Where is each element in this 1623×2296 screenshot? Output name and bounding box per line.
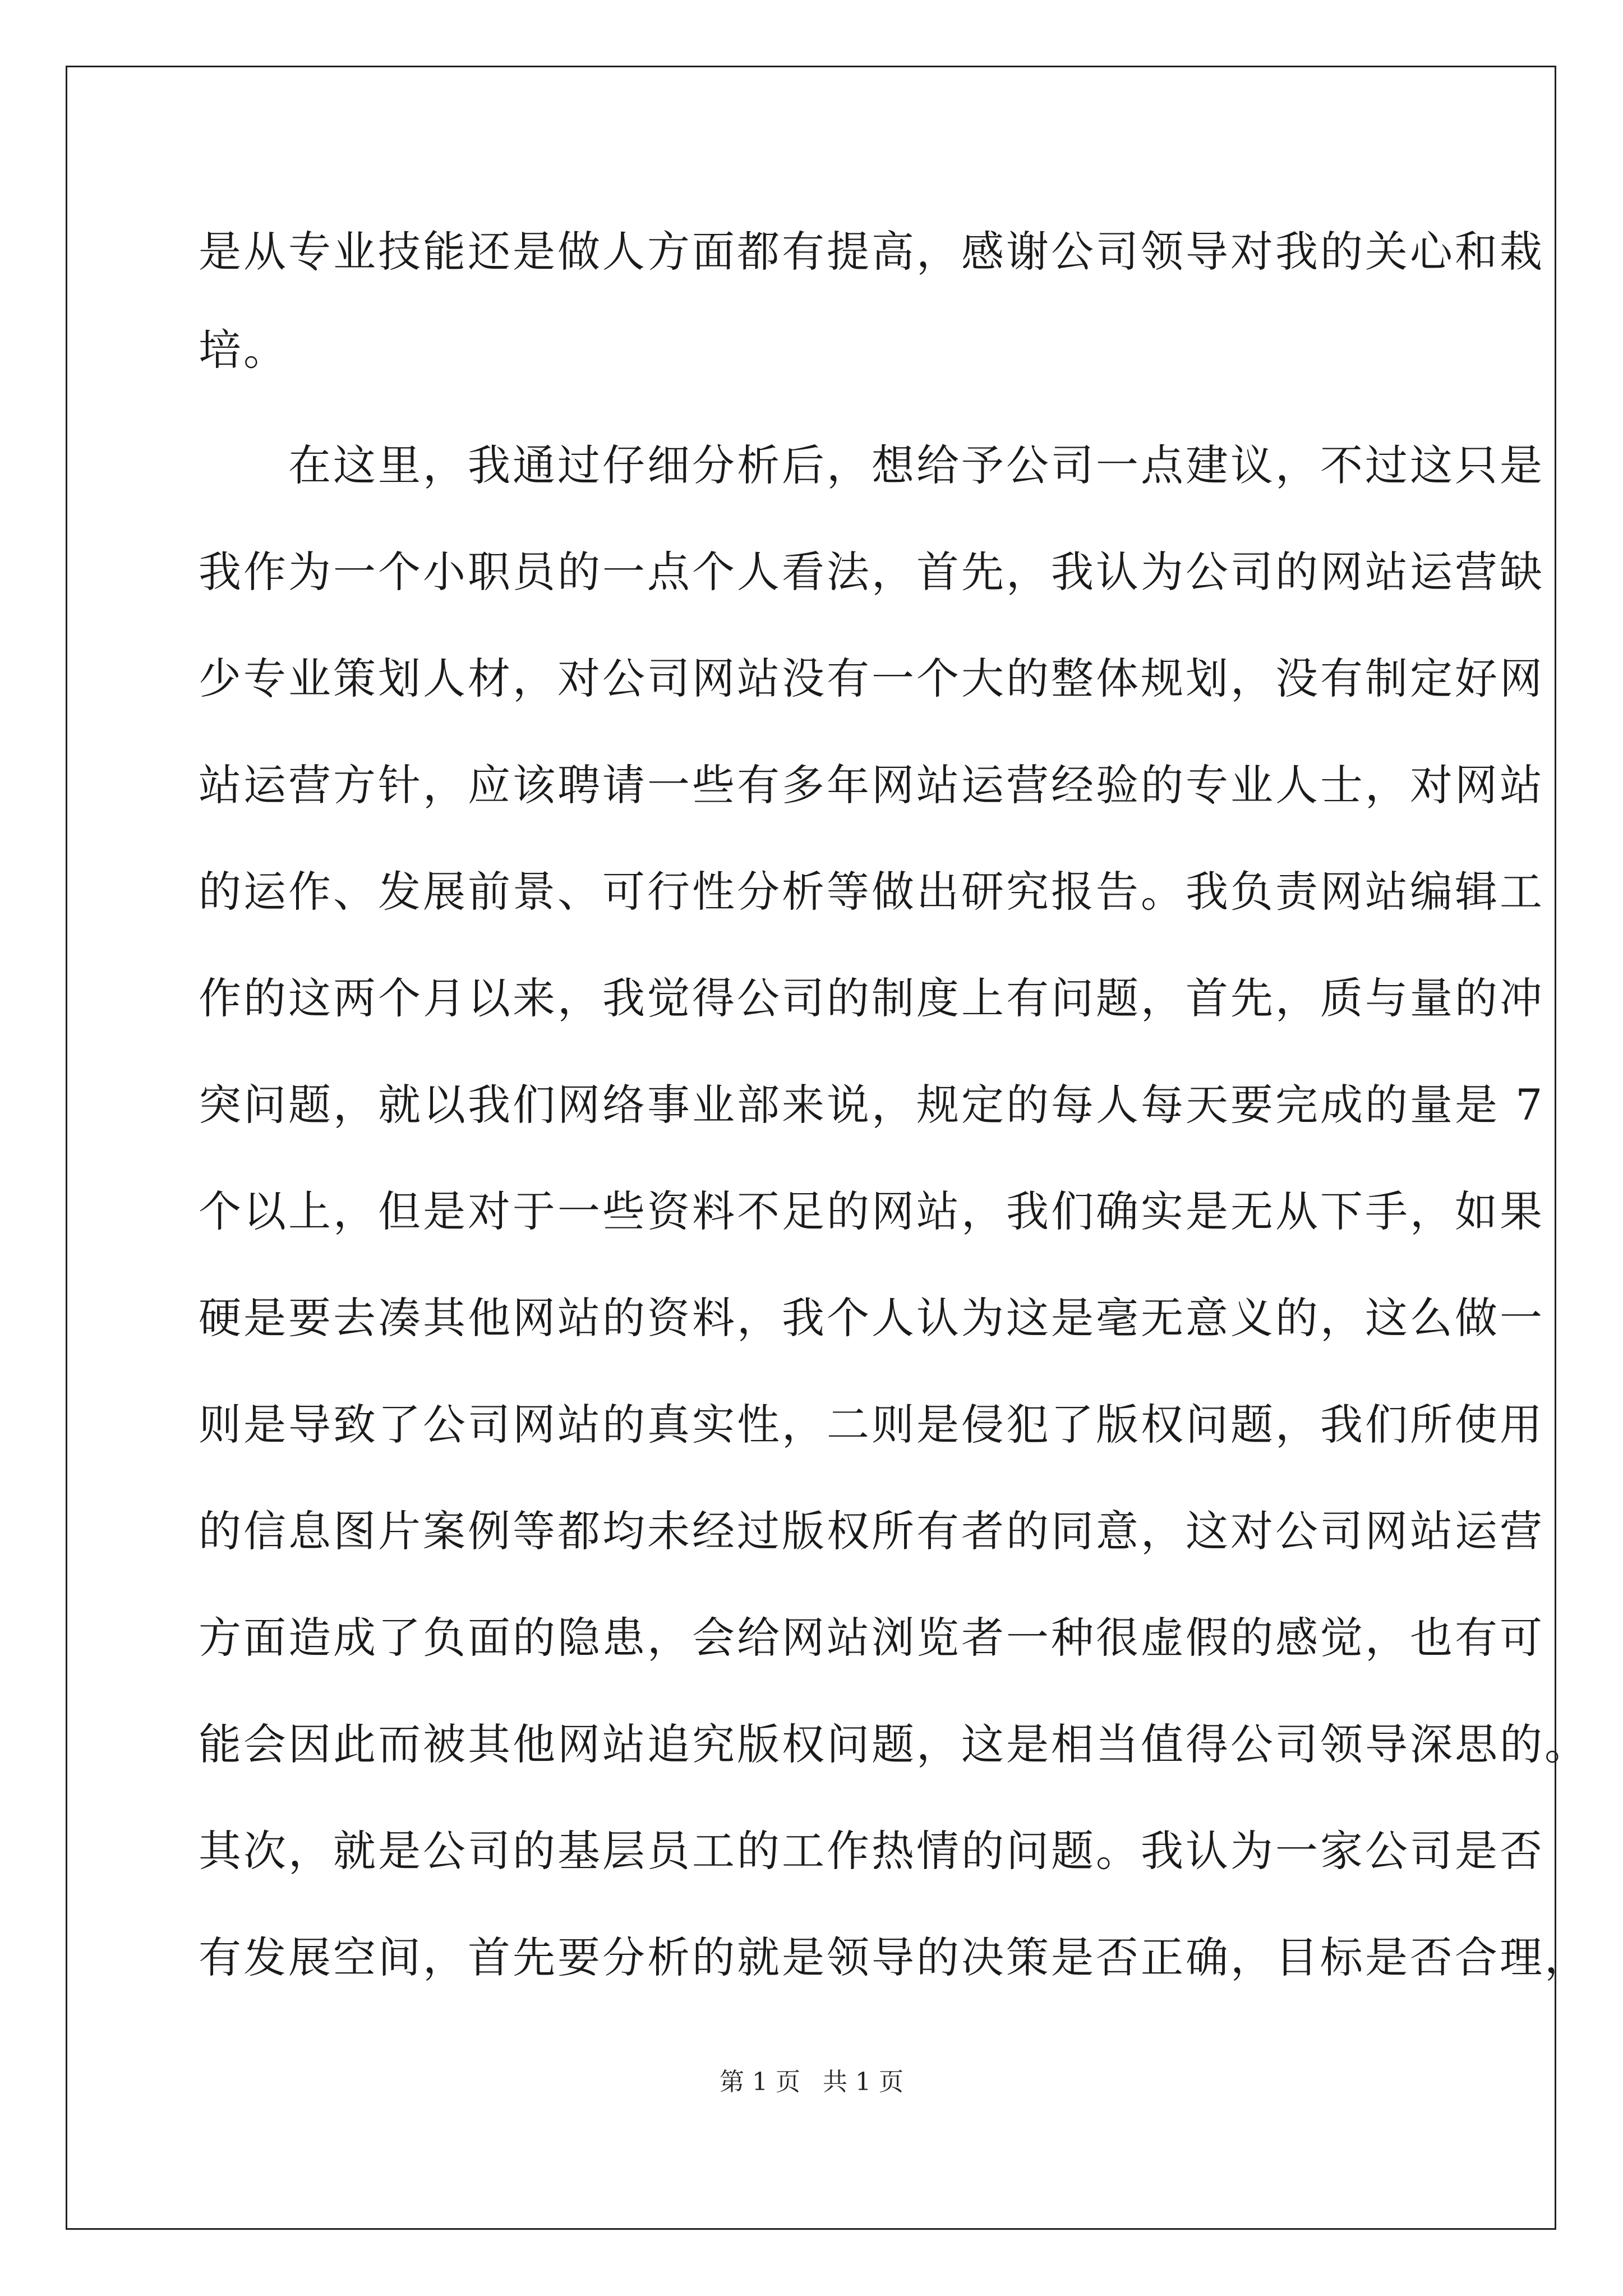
- text-line: 少专业策划人材，对公司网站没有一个大的整体规划，没有制定好网: [199, 654, 1544, 703]
- text-line: 培。: [199, 325, 288, 375]
- text-line: 突问题，就以我们网络事业部来说，规定的每人每天要完成的量是 7: [199, 1080, 1545, 1130]
- page-footer: [0, 2065, 1623, 2099]
- text-line: 我作为一个小职员的一点个人看法，首先，我认为公司的网站运营缺: [199, 547, 1544, 597]
- text-line: 个以上，但是对于一些资料不足的网站，我们确实是无从下手，如果: [199, 1186, 1544, 1236]
- text-line: 作的这两个月以来，我觉得公司的制度上有问题，首先，质与量的冲: [199, 973, 1544, 1023]
- text-line: 有发展空间，首先要分析的就是领导的决策是否正确，目标是否合理，: [199, 1932, 1589, 1982]
- page-total: 共 1 页: [823, 2068, 903, 2096]
- text-line: 站运营方针，应该聘请一些有多年网站运营经验的专业人士，对网站: [199, 760, 1544, 810]
- text-line: 硬是要去凑其他网站的资料，我个人认为这是毫无意义的，这么做一: [199, 1293, 1544, 1343]
- text-line: 的信息图片案例等都均未经过版权所有者的同意，这对公司网站运营: [199, 1506, 1544, 1556]
- page-number: 第 1 页: [720, 2068, 800, 2096]
- text-line: 能会因此而被其他网站追究版权问题，这是相当值得公司领导深思的。: [199, 1719, 1589, 1769]
- text-line: 方面造成了负面的隐患，会给网站浏览者一种很虚假的感觉，也有可: [199, 1613, 1544, 1663]
- text-line: 其次，就是公司的基层员工的工作热情的问题。我认为一家公司是否: [199, 1826, 1544, 1876]
- text-line: 的运作、发展前景、可行性分析等做出研究报告。我负责网站编辑工: [199, 867, 1544, 917]
- text-line: 是从专业技能还是做人方面都有提高，感谢公司领导对我的关心和栽: [199, 227, 1544, 277]
- text-line: 在这里，我通过仔细分析后，想给予公司一点建议，不过这只是: [199, 440, 1544, 490]
- text-line: 则是导致了公司网站的真实性，二则是侵犯了版权问题，我们所使用: [199, 1400, 1544, 1450]
